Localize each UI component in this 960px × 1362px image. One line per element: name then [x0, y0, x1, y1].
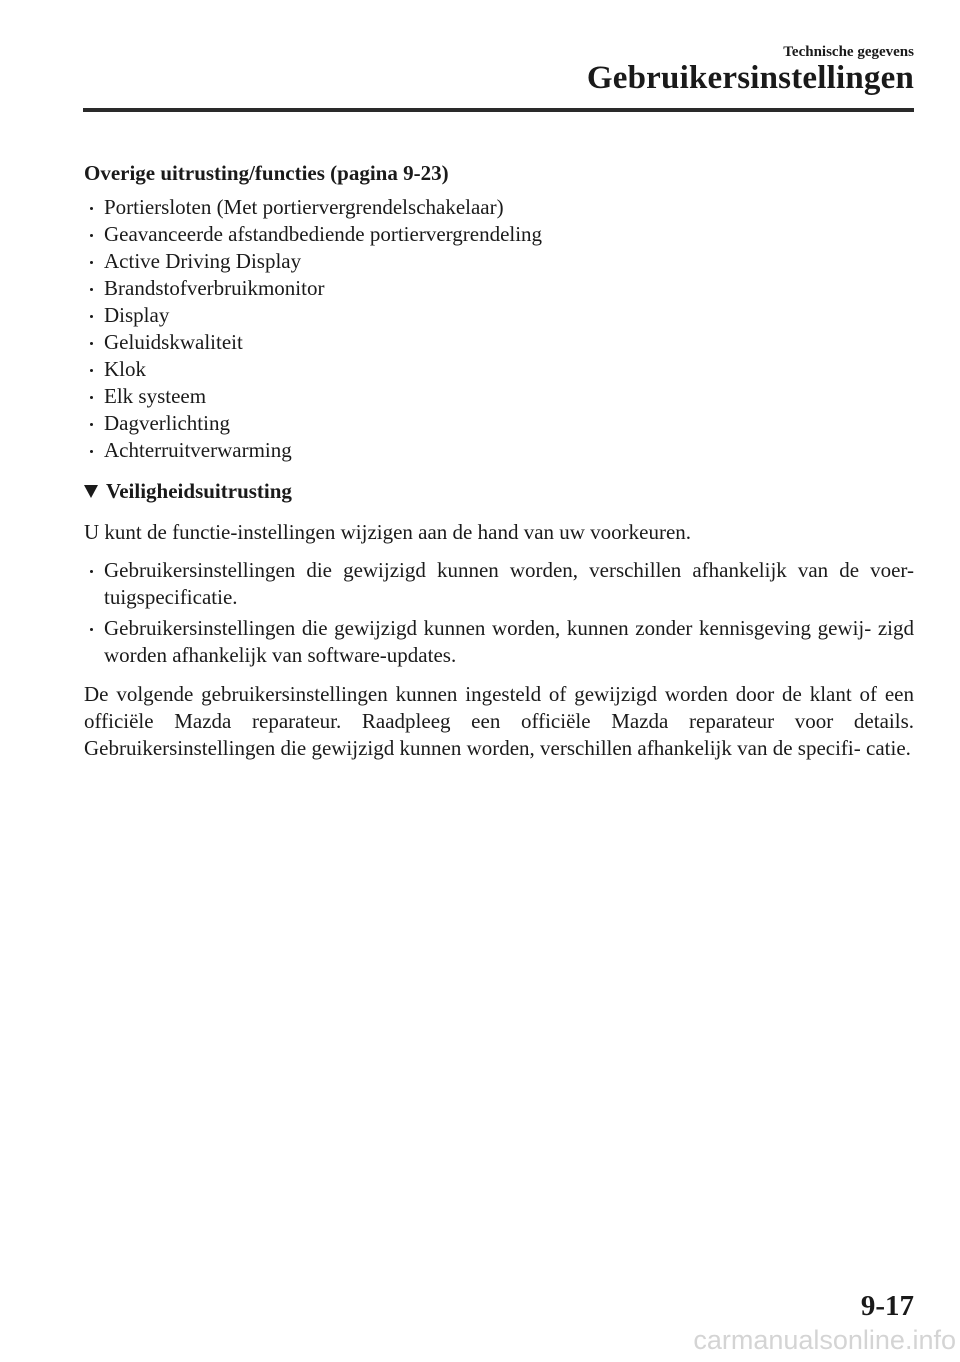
list-item: Klok — [84, 356, 914, 383]
other-equipment-heading: Overige uitrusting/functies (pagina 9-23) — [84, 161, 449, 185]
section-label: Technische gegevens — [783, 44, 914, 60]
safety-paragraph: De volgende gebruikersinstellingen kunnen ingesteld of gewijzigd worden door de klant of een officiële Mazda reparateur. Raadpleeg een officiële Mazda reparateur voor details. Gebruikersinstellingen die gewijzigd kunnen worden, verschillen afhankelijk van de specifi- catie. — [84, 682, 914, 760]
page-number: 9-17 — [860, 1290, 914, 1322]
page-title: Gebruikersinstellingen — [586, 60, 914, 96]
header-divider — [83, 108, 914, 112]
list-item: Brandstofverbruikmonitor — [84, 275, 914, 302]
list-item: Achterruitverwarming — [84, 437, 914, 464]
list-item: Geavanceerde afstandbediende portiervergrendeling — [84, 221, 914, 248]
safety-notes-list — [84, 557, 914, 669]
list-item: Portiersloten (Met portiervergrendelschakelaar) — [84, 194, 914, 221]
list-item: Display — [84, 302, 914, 329]
list-item: Geluidskwaliteit — [84, 329, 914, 356]
watermark: carmanualsonline.info — [693, 1325, 956, 1355]
safety-heading: Veiligheidsuitrusting — [106, 479, 292, 503]
list-item: Gebruikersinstellingen die gewijzigd kunnen worden, kunnen zonder kennisgeving gewij- zigd worden afhankelijk van software-updates. — [84, 615, 914, 669]
other-equipment-list — [84, 194, 914, 464]
main-content — [84, 160, 914, 762]
safety-intro: U kunt de functie-instellingen wijzigen aan de hand van uw voorkeuren. — [84, 520, 692, 544]
triangle-down-icon — [84, 485, 98, 498]
list-item: Active Driving Display — [84, 248, 914, 275]
list-item: Gebruikersinstellingen die gewijzigd kunnen worden, verschillen afhankelijk van de voer- tuigspecificatie. — [84, 557, 914, 611]
list-item: Elk systeem — [84, 383, 914, 410]
safety-heading-row — [84, 478, 914, 505]
list-item: Dagverlichting — [84, 410, 914, 437]
